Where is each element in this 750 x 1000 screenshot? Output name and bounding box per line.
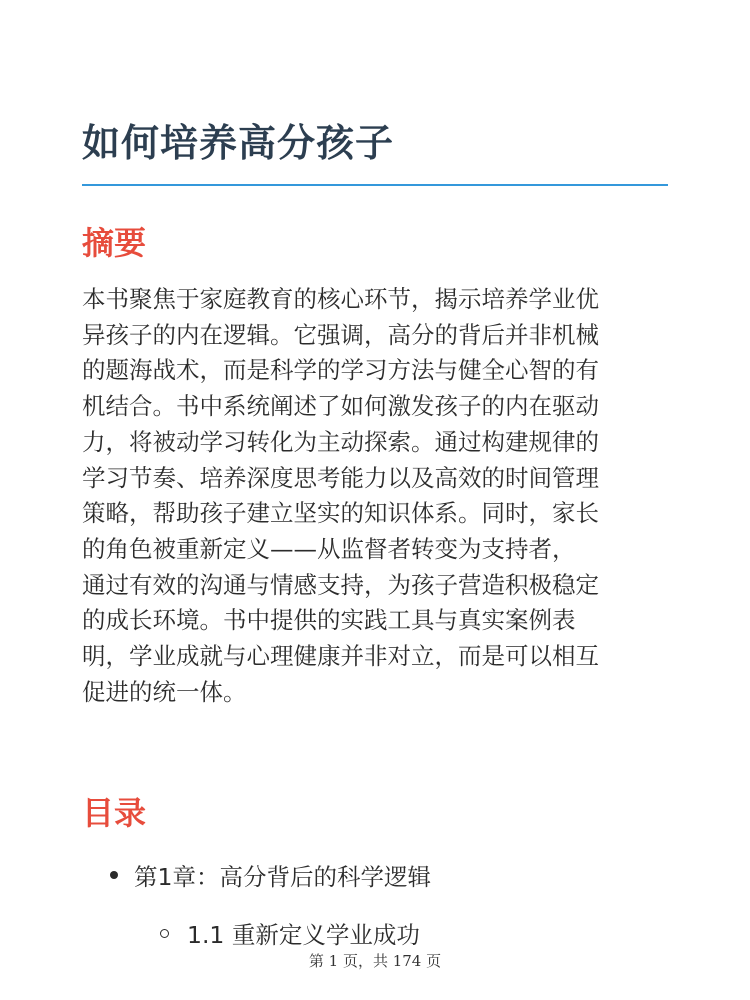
abstract-line: 本书聚焦于家庭教育的核心环节，揭示培养学业优: [82, 285, 599, 313]
abstract-line: 的题海战术，而是科学的学习方法与健全心智的有: [82, 356, 599, 385]
abstract-line: 的成长环境。书中提供的实践工具与真实案例表: [82, 606, 576, 635]
page-footer: 第 1 页，共 174 页: [308, 952, 442, 970]
toc-item-section-1-1[interactable]: [160, 916, 420, 950]
bullet-disc-icon: [110, 871, 118, 879]
abstract-line: 促进的统一体。: [82, 677, 247, 706]
abstract-line: 明，学业成就与心理健康并非对立，而是可以相互: [82, 642, 599, 671]
title-divider: [82, 184, 668, 186]
abstract-heading: 摘要: [82, 224, 147, 262]
bullet-circle-icon: [160, 929, 169, 938]
abstract-line: 通过有效的沟通与情感支持，为孩子营造积极稳定: [82, 570, 599, 599]
abstract-line: 机结合。书中系统阐述了如何激发孩子的内在驱动: [82, 392, 599, 421]
toc-item-label: 第1章：高分背后的科学逻辑: [134, 863, 431, 891]
toc-item-chapter-1[interactable]: [110, 858, 431, 892]
abstract-paragraph: [82, 282, 672, 710]
abstract-line: 力，将被动学习转化为主动探索。通过构建规律的: [82, 427, 599, 456]
abstract-line: 的角色被重新定义——从监督者转变为支持者，: [82, 534, 576, 563]
toc-heading: 目录: [82, 794, 147, 832]
page-title: 如何培养高分孩子: [82, 121, 395, 165]
abstract-line: 策略，帮助孩子建立坚实的知识体系。同时，家长: [82, 499, 599, 528]
abstract-line: 学习节奏、培养深度思考能力以及高效的时间管理: [82, 463, 599, 492]
toc-item-label: 1.1 重新定义学业成功: [187, 921, 420, 949]
abstract-line: 异孩子的内在逻辑。它强调，高分的背后并非机械: [82, 320, 599, 349]
